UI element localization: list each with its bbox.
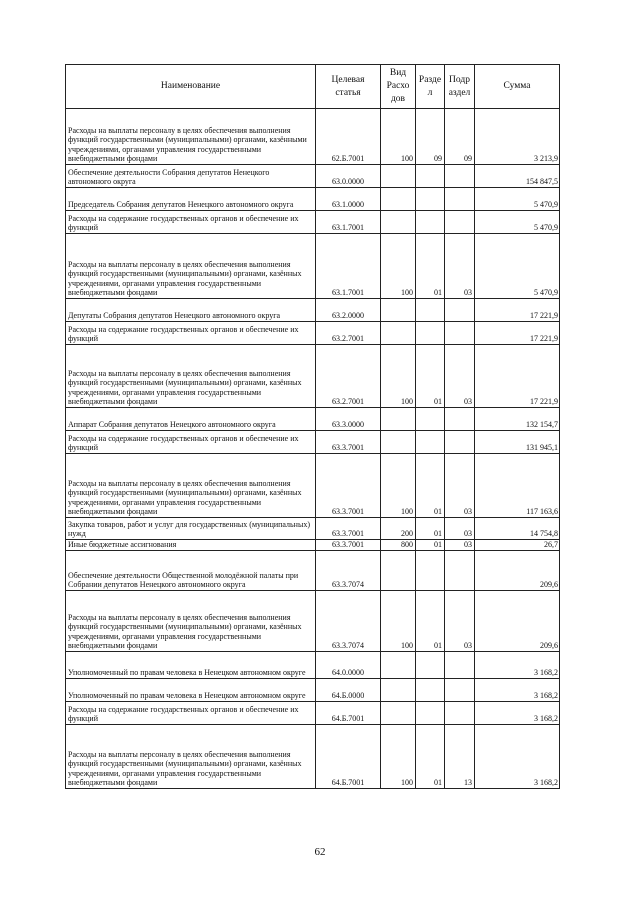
- row-name: Расходы на выплаты персоналу в целях обеспечения выполнения функций государственными (муниципальными) органами, казённых учреждениями, органами управления государственными внебюджетными фондами: [66, 725, 316, 789]
- row-section: [416, 408, 445, 431]
- row-sum: 117 163,6: [475, 454, 560, 518]
- row-name: Обеспечение деятельности Собрания депутатов Ненецкого автономного округа: [66, 165, 316, 188]
- row-name: Уполномоченный по правам человека в Ненецком автономном округе: [66, 679, 316, 702]
- row-target-code: 64.Б.7001: [316, 702, 381, 725]
- row-target-code: 63.3.7001: [316, 518, 381, 540]
- row-sum: 3 168,2: [475, 702, 560, 725]
- table-row: [66, 431, 560, 454]
- header-subsection: Подр аздел: [445, 65, 475, 109]
- row-name: Председатель Собрания депутатов Ненецкого автономного округа: [66, 188, 316, 211]
- budget-table: [65, 64, 560, 789]
- row-subsection: [445, 679, 475, 702]
- row-sum: 17 221,9: [475, 345, 560, 408]
- row-expense-type: 100: [381, 725, 416, 789]
- table-row: [66, 551, 560, 591]
- header-name: Наименование: [66, 65, 316, 109]
- row-name: Расходы на выплаты персоналу в целях обеспечения выполнения функций государственными (муниципальными) органами, казённых учреждениями, органами управления государственными внебюджетными фондами: [66, 454, 316, 518]
- row-name: Аппарат Собрания депутатов Ненецкого автономного округа: [66, 408, 316, 431]
- row-sum: 132 154,7: [475, 408, 560, 431]
- table-row: [66, 591, 560, 652]
- row-expense-type: 100: [381, 234, 416, 299]
- table-row: [66, 679, 560, 702]
- row-target-code: 63.2.0000: [316, 299, 381, 322]
- row-section: 01: [416, 591, 445, 652]
- row-sum: 14 754,8: [475, 518, 560, 540]
- row-section: [416, 165, 445, 188]
- row-name: Расходы на выплаты персоналу в целях обеспечения выполнения функций государственными (муниципальными) органами, казённых учреждениями, органами управления государственными внебюджетными фондами: [66, 591, 316, 652]
- row-expense-type: [381, 188, 416, 211]
- table-row: [66, 408, 560, 431]
- row-expense-type: 100: [381, 109, 416, 165]
- row-target-code: 63.2.7001: [316, 345, 381, 408]
- row-sum: 209,6: [475, 551, 560, 591]
- row-subsection: 09: [445, 109, 475, 165]
- row-sum: 3 168,2: [475, 725, 560, 789]
- row-sum: 5 470,9: [475, 234, 560, 299]
- row-section: [416, 652, 445, 679]
- header-target: Целевая статья: [316, 65, 381, 109]
- row-name: Расходы на содержание государственных органов и обеспечение их функций: [66, 431, 316, 454]
- row-section: 01: [416, 234, 445, 299]
- row-section: [416, 299, 445, 322]
- row-section: 01: [416, 345, 445, 408]
- row-sum: 5 470,9: [475, 188, 560, 211]
- row-target-code: 63.0.0000: [316, 165, 381, 188]
- row-target-code: 63.3.7001: [316, 540, 381, 551]
- table-row: [66, 345, 560, 408]
- table-row: [66, 165, 560, 188]
- row-expense-type: [381, 551, 416, 591]
- row-subsection: [445, 652, 475, 679]
- header-section: Разде л: [416, 65, 445, 109]
- row-subsection: [445, 702, 475, 725]
- row-subsection: 03: [445, 345, 475, 408]
- row-sum: 17 221,9: [475, 322, 560, 345]
- row-name: Уполномоченный по правам человека в Ненецком автономном округе: [66, 652, 316, 679]
- row-subsection: 03: [445, 518, 475, 540]
- row-subsection: 03: [445, 454, 475, 518]
- table-row: [66, 454, 560, 518]
- row-section: 01: [416, 725, 445, 789]
- row-target-code: 63.3.7001: [316, 454, 381, 518]
- row-section: [416, 679, 445, 702]
- row-expense-type: [381, 408, 416, 431]
- row-expense-type: [381, 679, 416, 702]
- row-section: [416, 551, 445, 591]
- header-sum: Сумма: [475, 65, 560, 109]
- row-subsection: [445, 299, 475, 322]
- row-expense-type: [381, 299, 416, 322]
- row-subsection: 03: [445, 234, 475, 299]
- row-expense-type: 200: [381, 518, 416, 540]
- row-target-code: 64.0.0000: [316, 652, 381, 679]
- row-expense-type: [381, 431, 416, 454]
- row-subsection: [445, 165, 475, 188]
- row-target-code: 63.3.7001: [316, 431, 381, 454]
- row-name: Расходы на содержание государственных органов и обеспечение их функций: [66, 211, 316, 234]
- row-target-code: 64.Б.7001: [316, 725, 381, 789]
- row-target-code: 63.1.7001: [316, 234, 381, 299]
- table-row: [66, 702, 560, 725]
- row-target-code: 63.1.0000: [316, 188, 381, 211]
- row-subsection: [445, 551, 475, 591]
- table-body: [66, 109, 560, 789]
- table-row: [66, 188, 560, 211]
- row-expense-type: 100: [381, 345, 416, 408]
- row-name: Расходы на выплаты персоналу в целях обеспечения выполнения функций государственными (муниципальными) органами, казённых учреждениями, органами управления государственными внебюджетными фондами: [66, 345, 316, 408]
- row-target-code: 63.3.7074: [316, 551, 381, 591]
- row-sum: 131 945,1: [475, 431, 560, 454]
- row-section: 09: [416, 109, 445, 165]
- row-expense-type: [381, 702, 416, 725]
- row-section: 01: [416, 518, 445, 540]
- table-row: [66, 109, 560, 165]
- row-subsection: [445, 188, 475, 211]
- row-subsection: 13: [445, 725, 475, 789]
- row-name: Расходы на выплаты персоналу в целях обеспечения выполнения функций государственными (муниципальными) органами, казённых учреждениями, органами управления государственными внебюджетными фондами: [66, 234, 316, 299]
- row-expense-type: 800: [381, 540, 416, 551]
- row-section: 01: [416, 454, 445, 518]
- row-subsection: 03: [445, 591, 475, 652]
- row-target-code: 63.2.7001: [316, 322, 381, 345]
- row-section: [416, 322, 445, 345]
- table-row: [66, 540, 560, 551]
- row-sum: 209,6: [475, 591, 560, 652]
- row-target-code: 62.Б.7001: [316, 109, 381, 165]
- row-sum: 17 221,9: [475, 299, 560, 322]
- table-row: [66, 725, 560, 789]
- row-target-code: 63.1.7001: [316, 211, 381, 234]
- row-subsection: 03: [445, 540, 475, 551]
- row-subsection: [445, 322, 475, 345]
- row-name: Обеспечение деятельности Общественной молодёжной палаты при Собрании депутатов Ненецкого автономного округа: [66, 551, 316, 591]
- table-row: [66, 299, 560, 322]
- row-sum: 5 470,9: [475, 211, 560, 234]
- row-subsection: [445, 211, 475, 234]
- row-subsection: [445, 431, 475, 454]
- row-section: 01: [416, 540, 445, 551]
- row-expense-type: [381, 165, 416, 188]
- row-name: Иные бюджетные ассигнования: [66, 540, 316, 551]
- table-header-row: [66, 65, 560, 109]
- table-row: [66, 234, 560, 299]
- table-row: [66, 518, 560, 540]
- row-name: Закупка товаров, работ и услуг для государственных (муниципальных) нужд: [66, 518, 316, 540]
- row-expense-type: [381, 652, 416, 679]
- table-row: [66, 322, 560, 345]
- row-section: [416, 702, 445, 725]
- row-expense-type: 100: [381, 591, 416, 652]
- row-name: Расходы на выплаты персоналу в целях обеспечения выполнения функций государственными (муниципальными) органами, казёнными учреждениями, органами управления государственными внебюджетными фондами: [66, 109, 316, 165]
- row-sum: 3 168,2: [475, 679, 560, 702]
- row-section: [416, 211, 445, 234]
- row-subsection: [445, 408, 475, 431]
- row-target-code: 64.Б.0000: [316, 679, 381, 702]
- row-sum: 154 847,5: [475, 165, 560, 188]
- row-sum: 26,7: [475, 540, 560, 551]
- row-target-code: 63.3.0000: [316, 408, 381, 431]
- row-expense-type: [381, 322, 416, 345]
- table-row: [66, 652, 560, 679]
- header-type: Вид Расхо дов: [381, 65, 416, 109]
- row-section: [416, 188, 445, 211]
- row-sum: 3 168,2: [475, 652, 560, 679]
- table-row: [66, 211, 560, 234]
- row-name: Расходы на содержание государственных органов и обеспечение их функций: [66, 702, 316, 725]
- row-expense-type: [381, 211, 416, 234]
- row-sum: 3 213,9: [475, 109, 560, 165]
- row-name: Депутаты Собрания депутатов Ненецкого автономного округа: [66, 299, 316, 322]
- row-name: Расходы на содержание государственных органов и обеспечение их функций: [66, 322, 316, 345]
- page-number: 62: [314, 846, 326, 858]
- row-target-code: 63.3.7074: [316, 591, 381, 652]
- row-expense-type: 100: [381, 454, 416, 518]
- row-section: [416, 431, 445, 454]
